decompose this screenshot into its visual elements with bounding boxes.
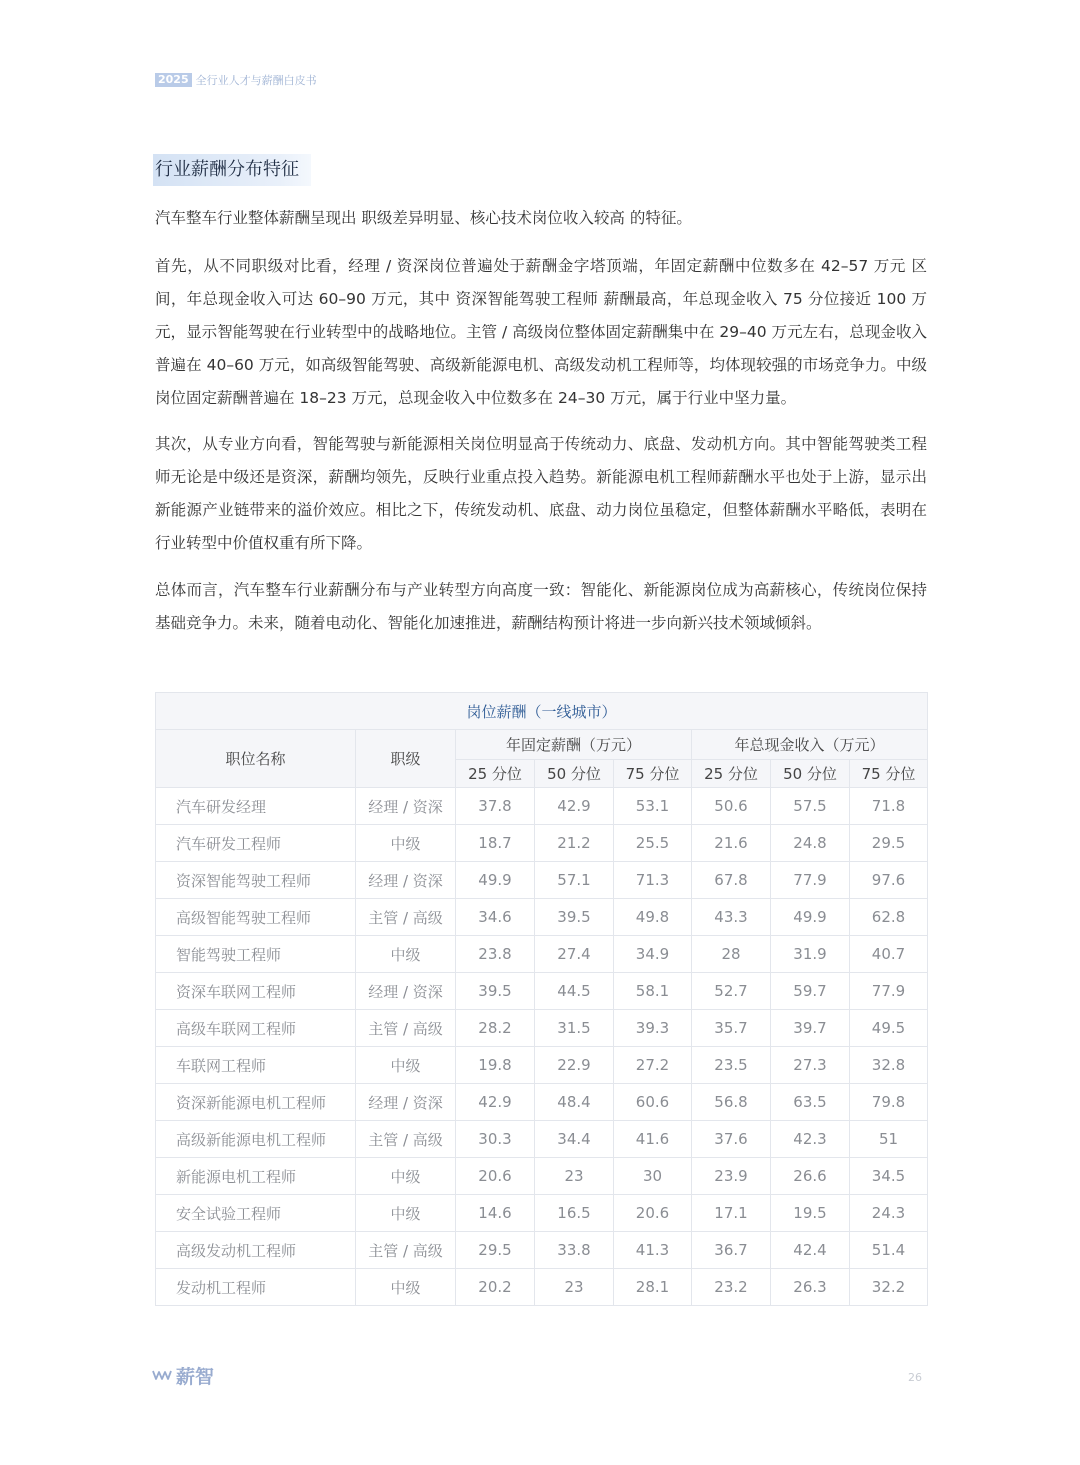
cell-position: 车联网工程师 [156,1047,356,1084]
table-row [156,1232,928,1269]
cell-fixed-p50: 23 [535,1158,614,1195]
header-title: 全行业人才与薪酬白皮书 [195,74,317,87]
cell-total-p75: 40.7 [850,936,928,973]
table-row [156,1269,928,1306]
cell-fixed-p50: 57.1 [535,862,614,899]
table-row [156,1121,928,1158]
cell-total-p50: 63.5 [771,1084,850,1121]
cell-fixed-p75: 20.6 [614,1195,692,1232]
cell-total-p25: 23.5 [692,1047,771,1084]
paragraph-direction-comparison [155,428,927,560]
intro-paragraph [155,202,927,235]
paragraph-level-comparison [155,250,927,415]
cell-total-p25: 36.7 [692,1232,771,1269]
cell-fixed-p75: 71.3 [614,862,692,899]
cell-level: 经理 / 资深 [356,788,456,825]
cell-level: 中级 [356,825,456,862]
cell-total-p25: 23.2 [692,1269,771,1306]
cell-position: 发动机工程师 [156,1269,356,1306]
cell-fixed-p50: 27.4 [535,936,614,973]
cell-total-p50: 26.6 [771,1158,850,1195]
cell-level: 主管 / 高级 [356,899,456,936]
cell-fixed-p50: 22.9 [535,1047,614,1084]
xinzhi-wave-icon [152,1365,172,1387]
cell-total-p50: 39.7 [771,1010,850,1047]
cell-total-p25: 35.7 [692,1010,771,1047]
cell-total-p25: 28 [692,936,771,973]
cell-fixed-p50: 33.8 [535,1232,614,1269]
cell-fixed-p50: 44.5 [535,973,614,1010]
header-total-cash: 年总现金收入（万元） [692,730,928,760]
cell-fixed-p25: 30.3 [456,1121,535,1158]
cell-total-p75: 24.3 [850,1195,928,1232]
cell-total-p50: 27.3 [771,1047,850,1084]
header-position: 职位名称 [156,730,356,788]
cell-fixed-p25: 37.8 [456,788,535,825]
cell-total-p75: 71.8 [850,788,928,825]
table-caption: 岗位薪酬（一线城市） [156,693,928,730]
header-fixed-p75: 75 分位 [614,760,692,788]
cell-total-p50: 59.7 [771,973,850,1010]
cell-fixed-p75: 30 [614,1158,692,1195]
cell-position: 汽车研发经理 [156,788,356,825]
cell-total-p25: 43.3 [692,899,771,936]
cell-level: 中级 [356,1195,456,1232]
intro-text: 汽车整车行业整体薪酬呈现出 职级差异明显、核心技术岗位收入较高 的特征。 [155,209,692,227]
cell-level: 主管 / 高级 [356,1232,456,1269]
table-row [156,899,928,936]
cell-total-p25: 52.7 [692,973,771,1010]
cell-total-p75: 62.8 [850,899,928,936]
cell-fixed-p75: 49.8 [614,899,692,936]
cell-fixed-p25: 14.6 [456,1195,535,1232]
cell-fixed-p50: 31.5 [535,1010,614,1047]
header-fixed-p25: 25 分位 [456,760,535,788]
salary-table [155,692,928,1306]
cell-total-p25: 56.8 [692,1084,771,1121]
cell-fixed-p25: 34.6 [456,899,535,936]
cell-total-p25: 37.6 [692,1121,771,1158]
cell-fixed-p25: 49.9 [456,862,535,899]
table-row [156,973,928,1010]
cell-fixed-p25: 28.2 [456,1010,535,1047]
cell-total-p50: 26.3 [771,1269,850,1306]
paragraph-summary [155,574,927,640]
footer-logo [152,1362,214,1389]
cell-fixed-p25: 20.6 [456,1158,535,1195]
cell-fixed-p50: 39.5 [535,899,614,936]
cell-level: 中级 [356,936,456,973]
table-row [156,862,928,899]
cell-fixed-p25: 23.8 [456,936,535,973]
table-row [156,1010,928,1047]
paragraph-1-text: 首先，从不同职级对比看，经理 / 资深岗位普遍处于薪酬金字塔顶端，年固定薪酬中位数多在 42–57 万元 区间，年总现金收入可达 60–90 万元，其中 资深智能驾驶工程师 薪酬最高，年总现金收入 75 分位接近 100 万元，显示智能驾驶在行业转型中的战略地位。主管 / 高级岗位整体固定薪酬集中在 29–40 万元左右，总现金收入普遍在 40–60 万元，如高级智能驾驶、高级新能源电机、高级发动机工程师等，均体现较强的市场竞争力。中级岗位固定薪酬普遍在 18–23 万元，总现金收入中位数多在 24–30 万元，属于行业中坚力量。 [155,257,927,407]
cell-fixed-p25: 19.8 [456,1047,535,1084]
header-total-p75: 75 分位 [850,760,928,788]
cell-level: 中级 [356,1269,456,1306]
cell-total-p75: 29.5 [850,825,928,862]
cell-position: 高级发动机工程师 [156,1232,356,1269]
cell-fixed-p50: 16.5 [535,1195,614,1232]
footer-brand: 薪智 [176,1366,215,1388]
cell-total-p75: 34.5 [850,1158,928,1195]
table-row [156,936,928,973]
cell-fixed-p75: 39.3 [614,1010,692,1047]
cell-position: 新能源电机工程师 [156,1158,356,1195]
cell-position: 资深车联网工程师 [156,973,356,1010]
cell-total-p50: 42.3 [771,1121,850,1158]
cell-total-p50: 57.5 [771,788,850,825]
cell-fixed-p50: 42.9 [535,788,614,825]
cell-total-p25: 17.1 [692,1195,771,1232]
header-year: 2025 [155,73,192,87]
cell-total-p75: 77.9 [850,973,928,1010]
cell-position: 高级车联网工程师 [156,1010,356,1047]
cell-level: 经理 / 资深 [356,973,456,1010]
cell-total-p25: 23.9 [692,1158,771,1195]
cell-fixed-p50: 34.4 [535,1121,614,1158]
header-total-p50: 50 分位 [771,760,850,788]
cell-fixed-p75: 41.6 [614,1121,692,1158]
cell-fixed-p75: 28.1 [614,1269,692,1306]
table-row [156,1084,928,1121]
cell-total-p75: 79.8 [850,1084,928,1121]
cell-position: 高级新能源电机工程师 [156,1121,356,1158]
cell-total-p50: 19.5 [771,1195,850,1232]
paragraph-3-text: 总体而言，汽车整车行业薪酬分布与产业转型方向高度一致：智能化、新能源岗位成为高薪核心，传统岗位保持基础竞争力。未来，随着电动化、智能化加速推进，薪酬结构预计将进一步向新兴技术领域倾斜。 [155,581,927,632]
page-number: 26 [908,1371,922,1384]
cell-fixed-p75: 58.1 [614,973,692,1010]
paragraph-2-text: 其次，从专业方向看，智能驾驶与新能源相关岗位明显高于传统动力、底盘、发动机方向。其中智能驾驶类工程师无论是中级还是资深，薪酬均领先，反映行业重点投入趋势。新能源电机工程师薪酬水平也处于上游，显示出新能源产业链带来的溢价效应。相比之下，传统发动机、底盘、动力岗位虽稳定，但整体薪酬水平略低，表明在行业转型中价值权重有所下降。 [155,435,927,552]
cell-total-p75: 32.8 [850,1047,928,1084]
table-row [156,1195,928,1232]
cell-total-p50: 49.9 [771,899,850,936]
cell-fixed-p50: 23 [535,1269,614,1306]
cell-total-p50: 24.8 [771,825,850,862]
header-level: 职级 [356,730,456,788]
cell-position: 安全试验工程师 [156,1195,356,1232]
cell-level: 经理 / 资深 [356,1084,456,1121]
cell-fixed-p25: 20.2 [456,1269,535,1306]
cell-fixed-p25: 39.5 [456,973,535,1010]
cell-total-p50: 77.9 [771,862,850,899]
cell-level: 主管 / 高级 [356,1121,456,1158]
cell-position: 资深智能驾驶工程师 [156,862,356,899]
header-fixed-p50: 50 分位 [535,760,614,788]
cell-total-p25: 50.6 [692,788,771,825]
cell-fixed-p50: 21.2 [535,825,614,862]
cell-fixed-p75: 25.5 [614,825,692,862]
page-header [155,72,317,88]
cell-position: 汽车研发工程师 [156,825,356,862]
cell-fixed-p75: 27.2 [614,1047,692,1084]
cell-fixed-p25: 18.7 [456,825,535,862]
cell-fixed-p75: 60.6 [614,1084,692,1121]
section-title: 行业薪酬分布特征 [153,154,311,186]
table-row [156,1047,928,1084]
cell-level: 主管 / 高级 [356,1010,456,1047]
table-row [156,825,928,862]
cell-total-p75: 51 [850,1121,928,1158]
cell-total-p75: 32.2 [850,1269,928,1306]
cell-total-p25: 21.6 [692,825,771,862]
header-total-p25: 25 分位 [692,760,771,788]
cell-fixed-p75: 34.9 [614,936,692,973]
cell-fixed-p25: 42.9 [456,1084,535,1121]
table-row [156,788,928,825]
cell-fixed-p75: 53.1 [614,788,692,825]
cell-level: 中级 [356,1158,456,1195]
cell-total-p50: 42.4 [771,1232,850,1269]
cell-level: 经理 / 资深 [356,862,456,899]
cell-total-p75: 97.6 [850,862,928,899]
cell-position: 资深新能源电机工程师 [156,1084,356,1121]
cell-position: 高级智能驾驶工程师 [156,899,356,936]
cell-fixed-p50: 48.4 [535,1084,614,1121]
cell-fixed-p25: 29.5 [456,1232,535,1269]
cell-total-p50: 31.9 [771,936,850,973]
cell-position: 智能驾驶工程师 [156,936,356,973]
cell-total-p25: 67.8 [692,862,771,899]
cell-fixed-p75: 41.3 [614,1232,692,1269]
cell-total-p75: 51.4 [850,1232,928,1269]
table-row [156,1158,928,1195]
cell-level: 中级 [356,1047,456,1084]
cell-total-p75: 49.5 [850,1010,928,1047]
header-fixed-salary: 年固定薪酬（万元） [456,730,692,760]
